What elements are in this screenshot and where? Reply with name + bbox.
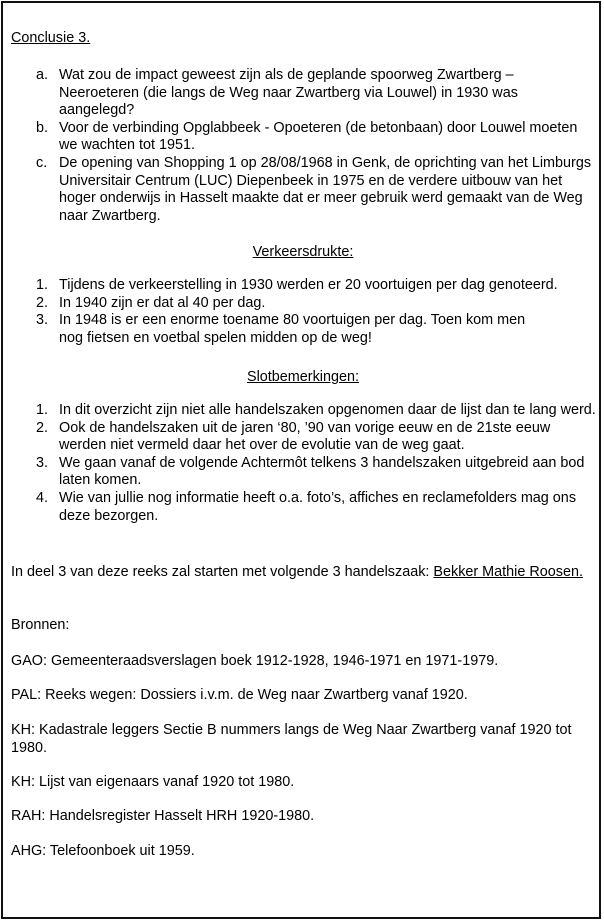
source-item: PAL: Reeks wegen: Dossiers i.v.m. de Weg naar Zwartberg vanaf 1920. — [11, 687, 468, 703]
list-item: b. Voor de verbinding Opglabbeek - Opoeteren (de betonbaan) door Louwel moeten we wachten tot 1951. — [36, 119, 578, 154]
verkeer-list — [3, 277, 603, 347]
list-item: 3. In 1948 is er een enorme toename 80 voortuigen per dag. Toen kom men nog fietsen en voetbal spelen midden op de weg! — [36, 312, 526, 346]
source-item: AHG: Telefoonboek uit 1959. — [11, 843, 195, 859]
list-item: c. De opening van Shopping 1 op 28/08/1968 in Genk, de oprichting van het Limburgs Universitair Centrum (LUC) Diepenbeek in 1975 en de verdere uitbouw van het hoger onderwijs in Hasselt maakte dat er meer gebruik werd gemaakt van de Weg naar Zwartberg. — [36, 154, 592, 224]
source-item: GAO: Gemeenteraadsverslagen boek 1912-1928, 1946-1971 en 1971-1979. — [11, 653, 499, 669]
verkeer-title: Verkeersdrukte: — [252, 244, 354, 260]
document-page — [1, 1, 601, 919]
list-item: 1. Tijdens de verkeerstelling in 1930 werden er 20 voortuigen per dag genoteerd. — [36, 277, 558, 293]
conclusie-list — [3, 67, 603, 225]
list-item: 1. In dit overzicht zijn niet alle handelszaken opgenomen daar de lijst dan te lang werd. — [36, 402, 596, 418]
slot-title-wrap — [3, 369, 603, 387]
verkeer-title-wrap — [3, 244, 603, 262]
list-item: 2. Ook de handelszaken uit de jaren ‘80, ’90 van vorige eeuw en de 21ste eeuw werden niet vermeld daar het over de evolutie van de weg gaat. — [36, 419, 551, 454]
list-item: 4. Wie van jullie nog informatie heeft o.a. foto’s, affiches en reclamefolders mag ons deze bezorgen. — [36, 489, 577, 524]
source-item: KH: Kadastrale leggers Sectie B nummers langs de Weg Naar Zwartberg vanaf 1920 tot 1980. — [11, 722, 572, 756]
list-item: 2. In 1940 zijn er dat al 40 per dag. — [36, 294, 266, 311]
list-item: a. Wat zou de impact geweest zijn als de geplande spoorweg Zwartberg – Neeroeteren (die langs de Weg naar Zwartberg via Louwel) in 1930 was aangelegd? — [36, 67, 518, 119]
deel-paragraph: In deel 3 van deze reeks zal starten met volgende 3 handelszaak: Bekker Mathie Roosen. — [11, 564, 583, 580]
list-item: 3. We gaan vanaf de volgende Achtermôt telkens 3 handelszaken uitgebreid aan bod laten komen. — [36, 454, 585, 489]
source-item: RAH: Handelsregister Hasselt HRH 1920-1980. — [11, 808, 315, 824]
source-item: KH: Lijst van eigenaars vanaf 1920 tot 1980. — [11, 774, 295, 790]
next-business-name: Bekker Mathie Roosen. — [433, 564, 583, 580]
slot-title: Slotbemerkingen: — [247, 369, 359, 385]
conclusie-title: Conclusie 3. — [11, 30, 91, 46]
slot-list — [3, 402, 603, 525]
bronnen-title: Bronnen: — [11, 617, 70, 633]
